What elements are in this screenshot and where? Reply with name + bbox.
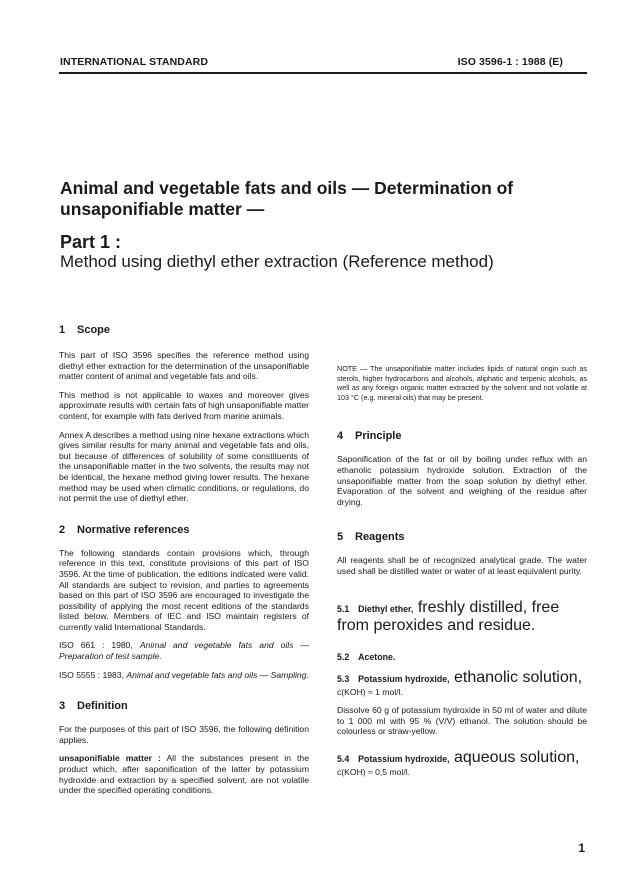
reagents-heading: 5 Reagents: [337, 531, 405, 544]
document-subtitle: Method using diethyl ether extraction (Reference method): [60, 252, 494, 271]
reagent-5-4-concentration: c(KOH) ≈ 0,5 mol/l.: [337, 766, 411, 777]
principle-paragraph: Saponification of the fat or oil by boiling under reflux with an ethanolic potassium hydroxide solution. Extraction of the unsaponifiable matter from the soap solution by diethyl ether. Evaporation of the solvent and weighing of the residue after drying.: [337, 454, 587, 507]
scope-paragraph-3: Annex A describes a method using nine hexane extractions which gives similar results for many animal and vegetable fats and oils, but because of differences of solubility of some constituents of the unsaponifiable matter in the two solvents, the results may not be identical, the hexane method giving lower results. The hexane method may be used when climatic conditions, or regulations, do not permit the use of diethyl ether.: [59, 429, 309, 504]
reagent-5-3-concentration: c(KOH) ≈ 1 mol/l.: [337, 686, 403, 697]
left-column: [59, 324, 309, 796]
reagent-5-3-preparation: Dissolve 60 g of potassium hydroxide in 50 ml of water and dilute to 1 000 ml with 95 % (V/V) ethanol. The solution should be colourless or straw-yellow.: [337, 705, 587, 737]
header-document-number: ISO 3596-1 : 1988 (E): [457, 56, 563, 68]
scope-paragraph-2: This method is not applicable to waxes and moreover gives approximate results with certain fats of high unsaponifiable matter content, for example with fats derived from marine animals.: [59, 389, 309, 421]
definition-intro: For the purposes of this part of ISO 3596, the following definition applies.: [59, 724, 309, 745]
definition-heading: 3 Definition: [59, 700, 128, 713]
part-heading: Part 1 :: [60, 232, 122, 252]
header-standard-label: INTERNATIONAL STANDARD: [60, 56, 209, 68]
normative-reference-1: ISO 661 : 1980, Animal and vegetable fats and oils — Preparation of test sample.: [59, 640, 310, 662]
page-number: 1: [578, 841, 585, 855]
definition-note: NOTE — The unsaponifiable matter includes lipids of natural origin such as sterols, higher hydrocarbons and alcohols, aliphatic and terpenic alcohols, as well as any foreign organic matter extracted by the solvent and not volatile at 103 °C (e.g. mineral oils) that may be present.: [337, 364, 587, 402]
document-title: Animal and vegetable fats and oils — Determination of unsaponifiable matter —: [60, 178, 514, 219]
definition-text: unsaponifiable matter : All the substances present in the product which, after saponification of the latter by potassium hydroxide and extraction by a specified solvent, are not volatile under the specified operating conditions.: [59, 753, 309, 796]
normative-reference-2: ISO 5555 : 1983, Animal and vegetable fats and oils — Sampling.: [59, 669, 309, 680]
right-column: NOTE — The unsaponifiable matter includes lipids of natural origin such as sterols, higher hydrocarbons and alcohols, aliphatic and terpenic alcohols, as well as any foreign organic matter extracted by the solvent and not volatile at 103 °C (e.g. mineral oils) that may be present. 4 Principle Saponification of the fat or oil by boiling under reflux with an ethanolic potassium hydroxide solution. Extraction of the unsaponifiable matter from the soap solution by diethyl ether. Evaporation of the solvent and weighing of the residue after drying. 5 Reagents All reagents shall be of recognized analytical grade. The water used shall be distilled water or water of at least equivalent purity. 5.1 Diethyl ether, freshly distilled, free from peroxides and residue. 5.2 Acetone. 5.3 Potassium hydroxide, ethanolic solution, c(KOH) ≈ 1 mol/l. Dissolve 60 g of potassium hydroxide in 50 ml of water and dilute to 1 000 ml with 95 % (V/V) ethanol. The solution should be colourless or straw-yellow. 5.4 Potassium hydroxide, aqueous solution, c(KOH) ≈ 0,5 mol/l.: [337, 364, 587, 777]
reagents-paragraph: All reagents shall be of recognized analytical grade. The water used shall be distilled water or water of at least equivalent purity.: [337, 555, 587, 576]
normative-paragraph: The following standards contain provisions which, through reference in this text, constitute provisions of this part of ISO 3596. At the time of publication, the editions indicated were valid. All standards are subject to revision, and parties to agreements based on this part of ISO 3596 are encouraged to investigate the possibility of applying the most recent editions of the standards listed below. Members of IEC and ISO maintain registers of currently valid International Standards.: [59, 547, 309, 632]
scope-paragraph-1: This part of ISO 3596 specifies the reference method using diethyl ether extraction for the determination of the unsaponifiable matter content of animal and vegetable fats and oils.: [59, 350, 309, 382]
principle-heading: 4 Principle: [337, 430, 402, 443]
scope-heading: 1 Scope: [59, 324, 111, 336]
normative-references-heading: 2 Normative references: [59, 523, 190, 536]
header-rule: [59, 72, 587, 74]
